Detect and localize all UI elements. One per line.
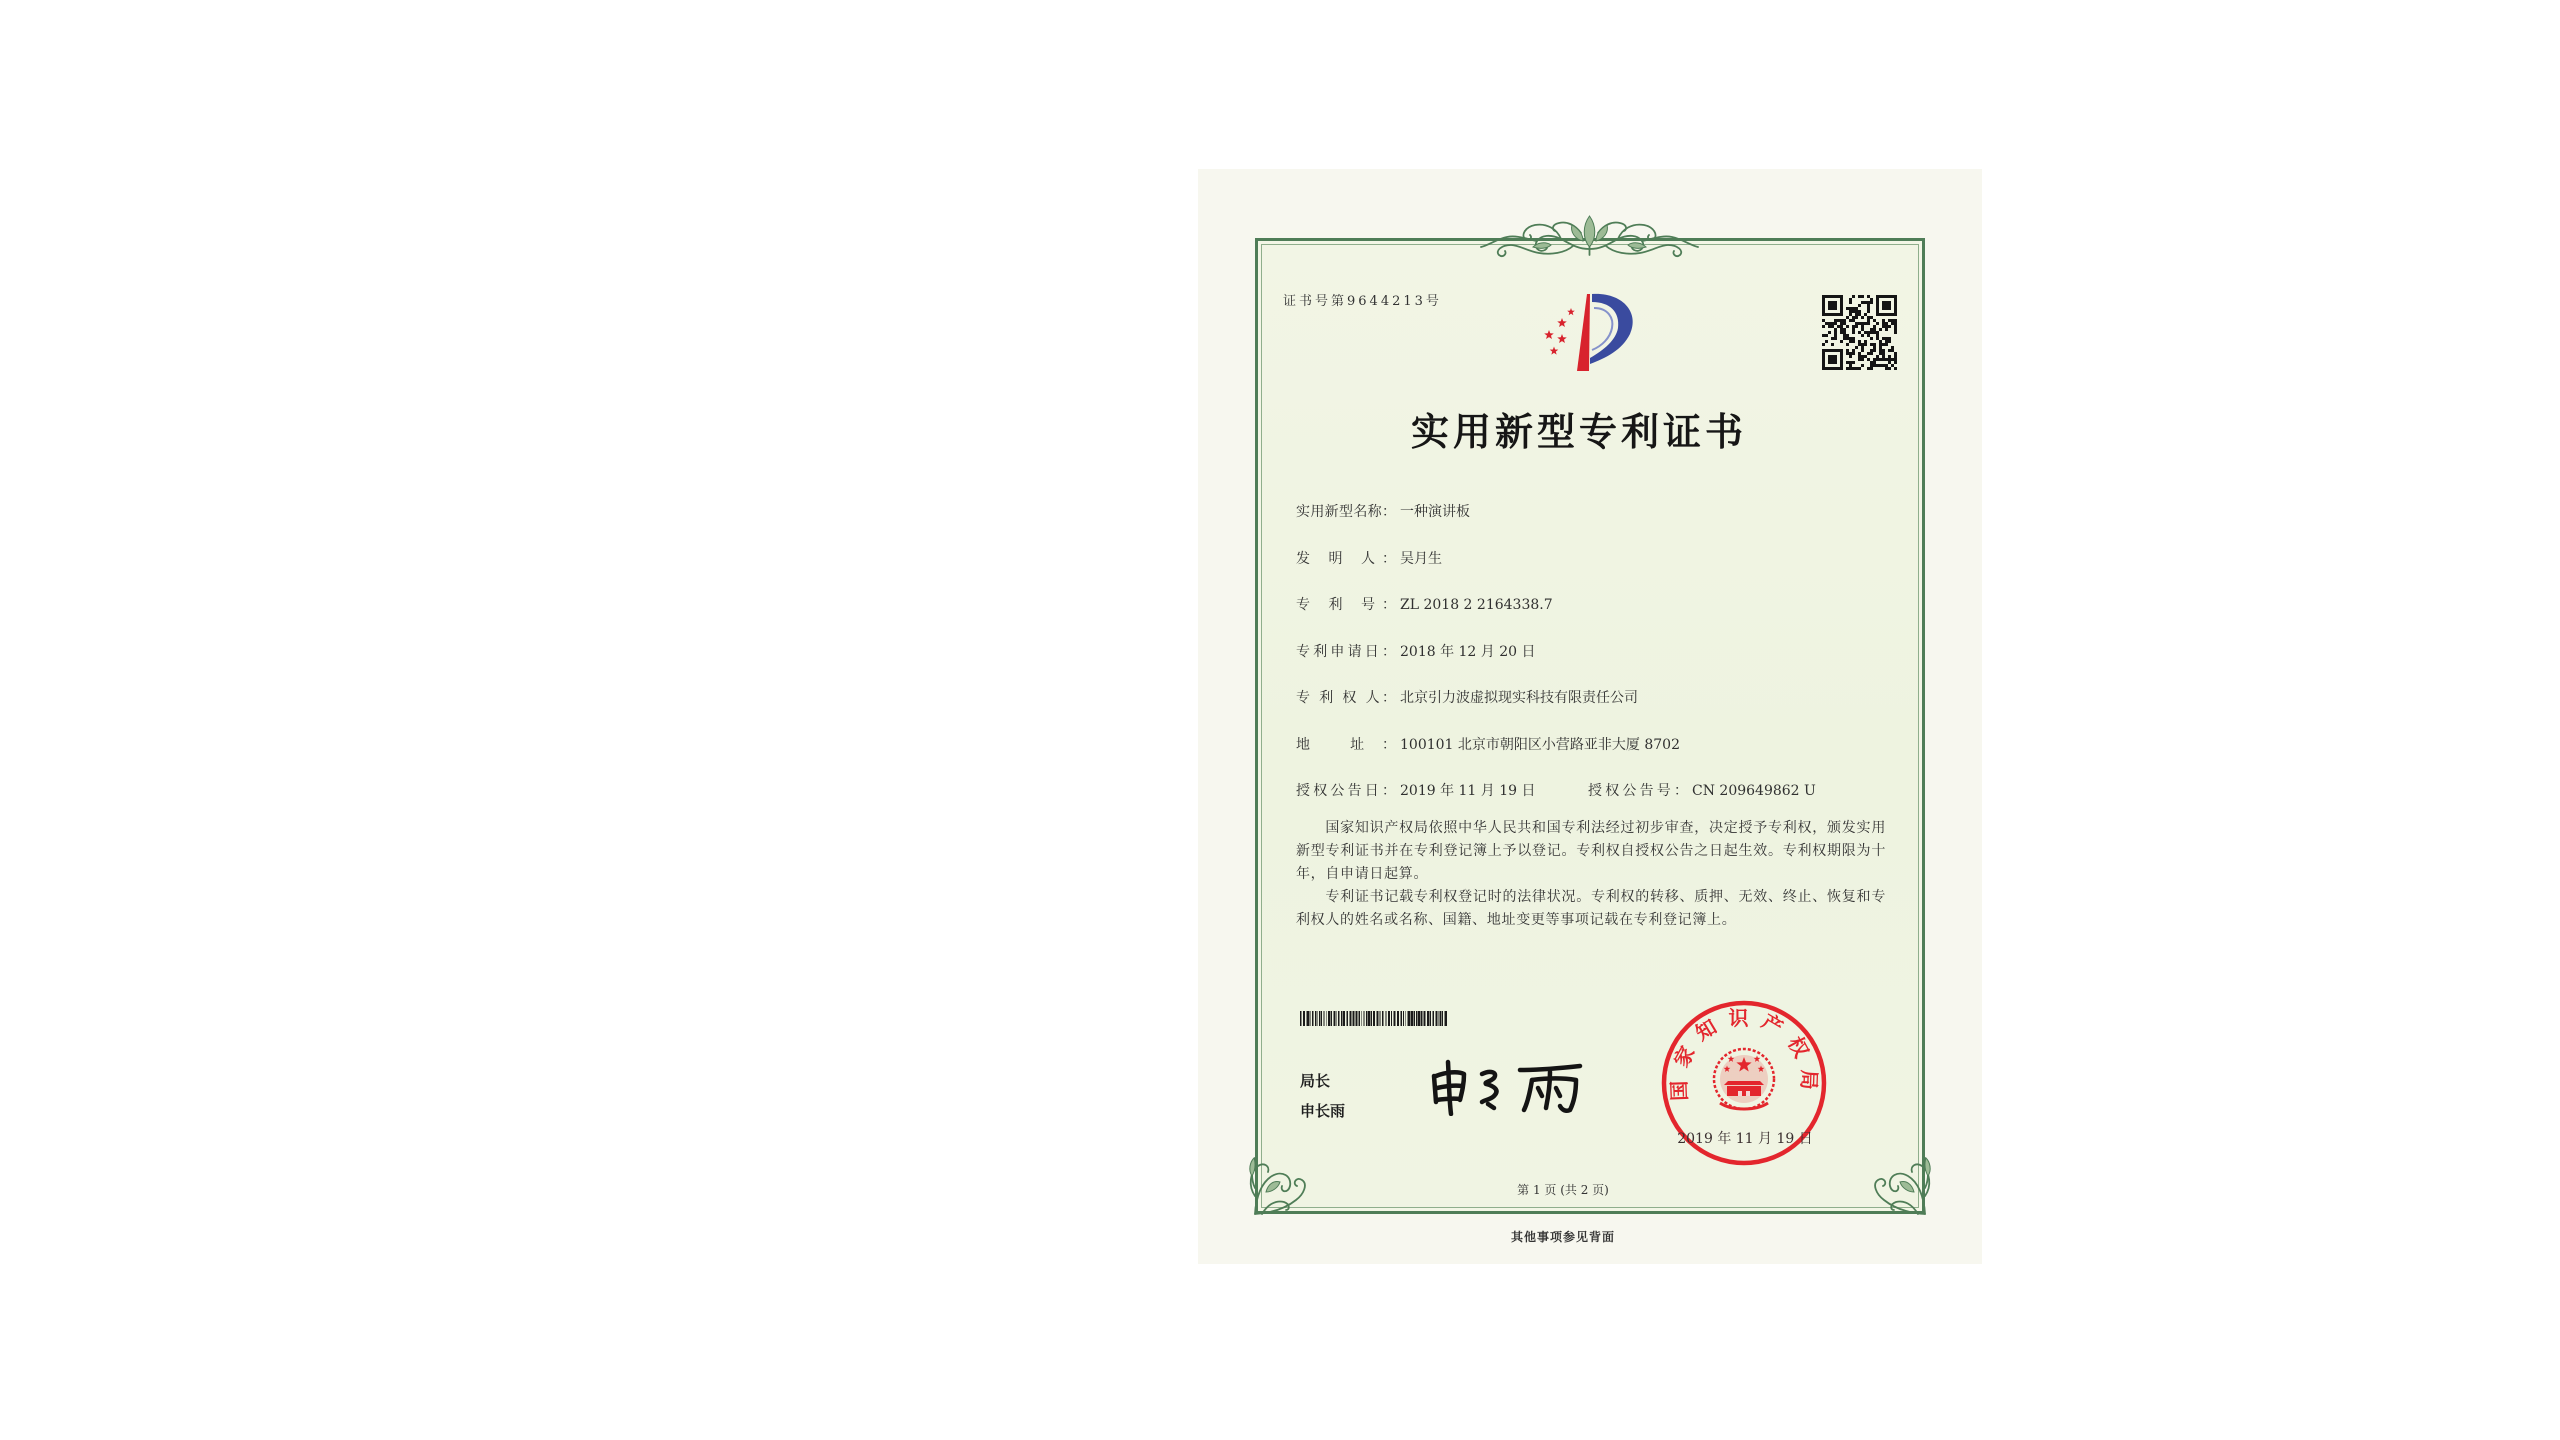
barcode-bars — [1300, 1011, 1447, 1026]
field-label: 专 利 号： — [1296, 597, 1396, 613]
emblem-ribbon — [1720, 1103, 1768, 1109]
field-value: 吴月生 — [1400, 550, 1442, 567]
field-row — [1296, 686, 1916, 733]
logo-star — [1567, 308, 1575, 315]
bottom-right-ornament-shape — [1875, 1158, 1930, 1214]
field-row — [1296, 593, 1916, 640]
logo-star — [1557, 334, 1567, 343]
field-label: 地 址： — [1296, 736, 1396, 753]
field-value: 一种演讲板 — [1400, 504, 1470, 520]
field-label: 专利申请日： — [1296, 643, 1396, 660]
grant-date-value: 2019 年 11 月 19 日 — [1400, 783, 1536, 799]
qr-code-icon — [1822, 295, 1897, 370]
certificate-fields — [1296, 500, 1916, 826]
emblem-gate — [1724, 1081, 1764, 1096]
statement-paragraph: 国家知识产权局依照中华人民共和国专利法经过初步审查，决定授予专利权，颁发实用新型专利证书并在专利登记簿上予以登记。专利权自授权公告之日起生效。专利权期限为十年，自申请日起算。 — [1296, 820, 1886, 882]
signature-stroke — [1524, 1080, 1532, 1110]
certificate-page — [1198, 169, 1982, 1264]
logo-star — [1544, 330, 1554, 339]
field-label: 专 利 权 人： — [1296, 690, 1396, 706]
signature-stroke — [1556, 1088, 1560, 1096]
director-signature — [1428, 1058, 1588, 1116]
logo-star — [1550, 347, 1559, 355]
grant-date-label: 授权公告日： — [1296, 783, 1396, 799]
director-title: 局长 — [1300, 1072, 1331, 1090]
field-value: 北京引力波虚拟现实科技有限责任公司 — [1400, 690, 1638, 706]
certificate-number: 证书号第9644213号 — [1283, 294, 1442, 309]
cnipa-logo-icon — [1534, 290, 1646, 374]
field-row — [1296, 733, 1916, 780]
logo-star — [1557, 318, 1567, 327]
footer-note: 其他事项参见背面 — [1510, 1230, 1615, 1244]
seal-text-path: 国家知识产权局 — [1666, 1006, 1822, 1102]
top-ornament-right — [1590, 222, 1698, 256]
grant-number-value: CN 209649862 U — [1692, 783, 1816, 799]
field-row — [1296, 547, 1916, 594]
certificate-title: 实用新型专利证书 — [1410, 409, 1747, 454]
field-value: 2018 年 12 月 20 日 — [1400, 643, 1536, 660]
logo-red-stroke — [1577, 294, 1590, 371]
field-row — [1296, 640, 1916, 687]
top-ornament — [1477, 213, 1702, 258]
qr-code-modules — [1822, 295, 1897, 370]
statement-paragraph: 专利证书记载专利权登记时的法律状况。专利权的转移、质押、无效、终止、恢复和专利权人的姓名或名称、国籍、地址变更等事项记载在专利登记簿上。 — [1296, 889, 1886, 928]
field-label: 实用新型名称： — [1296, 504, 1396, 520]
signature-stroke — [1448, 1062, 1451, 1114]
signature-stroke — [1520, 1066, 1580, 1070]
field-value: 100101 北京市朝阳区小营路亚非大厦 8702 — [1400, 736, 1680, 753]
national-emblem-icon — [1714, 1049, 1774, 1109]
signature-stroke — [1488, 1104, 1494, 1108]
top-ornament-left — [1481, 222, 1589, 256]
statement — [1296, 817, 1886, 932]
top-ornament-center-leaf — [1584, 216, 1595, 247]
field-value: ZL 2018 2 2164338.7 — [1400, 597, 1553, 613]
barcode-icon — [1300, 1011, 1449, 1026]
grant-number-label: 授权公告号： — [1588, 783, 1688, 799]
director-name: 申长雨 — [1300, 1102, 1346, 1120]
seal-date: 2019 年 11 月 19 日 — [1677, 1131, 1813, 1147]
signature-stroke — [1532, 1079, 1576, 1111]
field-label: 发 明 人： — [1296, 550, 1396, 567]
field-row — [1296, 500, 1916, 547]
signature-stroke — [1538, 1088, 1542, 1096]
signature-stroke — [1482, 1072, 1496, 1102]
bottom-right-ornament — [1867, 1096, 1938, 1218]
page-indicator: 第 1 页 (共 2 页) — [1517, 1183, 1609, 1197]
